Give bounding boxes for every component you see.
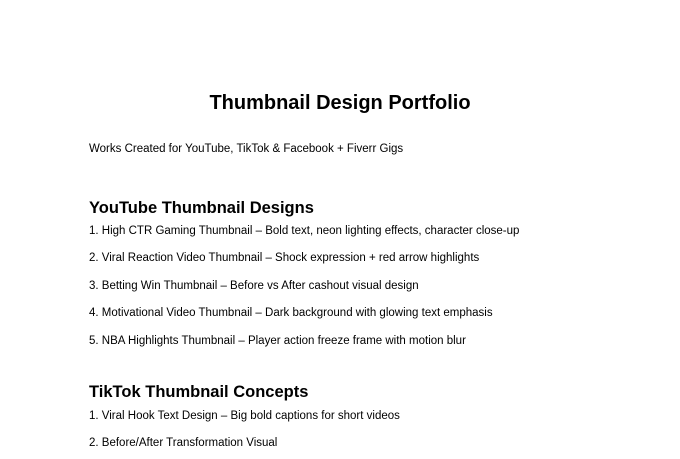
tiktok-list-item: 1. Viral Hook Text Design – Big bold captions for short videos: [89, 410, 400, 422]
tiktok-list-item: 2. Before/After Transformation Visual: [89, 437, 278, 449]
youtube-list-item: 4. Motivational Video Thumbnail – Dark background with glowing text emphasis: [89, 307, 493, 319]
youtube-list-item: 2. Viral Reaction Video Thumbnail – Shock expression + red arrow highlights: [89, 252, 480, 264]
youtube-list-item: 1. High CTR Gaming Thumbnail – Bold text, neon lighting effects, character close-up: [89, 225, 520, 237]
youtube-list-item: 5. NBA Highlights Thumbnail – Player action freeze frame with motion blur: [89, 335, 466, 347]
document-title: Thumbnail Design Portfolio: [209, 92, 471, 114]
section-heading-tiktok: TikTok Thumbnail Concepts: [89, 383, 309, 401]
section-heading-youtube: YouTube Thumbnail Designs: [89, 199, 314, 217]
document-subtitle: Works Created for YouTube, TikTok & Facebook + Fiverr Gigs: [89, 143, 404, 155]
youtube-list-item: 3. Betting Win Thumbnail – Before vs After cashout visual design: [89, 280, 419, 292]
